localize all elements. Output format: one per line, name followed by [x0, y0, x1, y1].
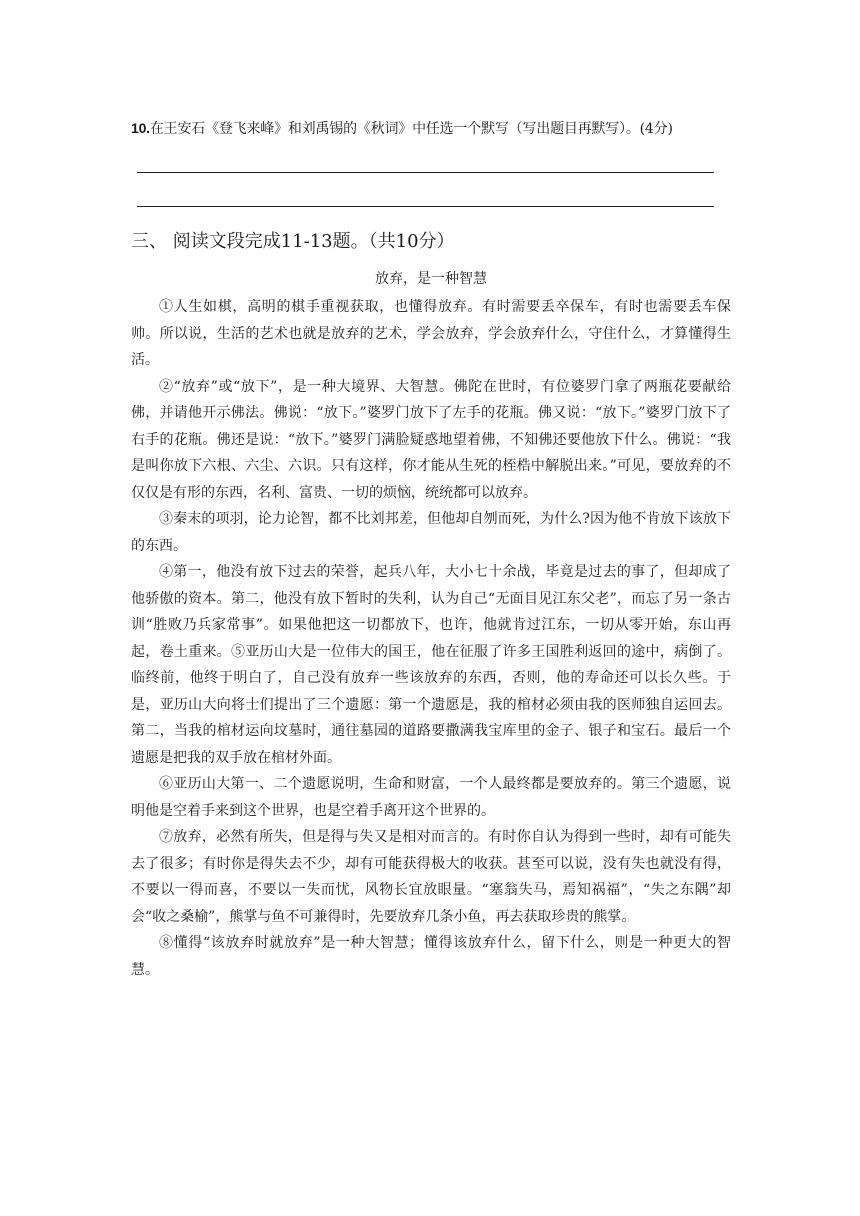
- paragraph-2: ②“放弃”或“放下”，是一种大境界、大智慧。佛陀在世时，有位婆罗门拿了两瓶花要献给佛，并请他开示佛法。佛说：“放下。”婆罗门放下了左手的花瓶。佛又说：“放下。”婆罗门放下了右手的花瓶。佛还是说：“放下。”婆罗门满脸疑惑地望着佛，不知佛还要他放下什么。佛说：“我是叫你放下六根、六尘、六识。只有这样，你才能从生死的桎梏中解脱出来。”可见，要放弃的不仅仅是有形的东西，名利、富贵、一切的烦恼，统统都可以放弃。: [131, 378, 731, 501]
- paragraph-1: ①人生如棋，高明的棋手重视获取，也懂得放弃。有时需要丢卒保车，有时也需要丢车保帅。所以说，生活的艺术也就是放弃的艺术，学会放弃，学会放弃什么，守住什么，才算懂得生活。: [131, 299, 731, 368]
- question-10: [131, 117, 751, 140]
- paragraph-8: ⑧懂得“该放弃时就放弃”是一种大智慧；懂得该放弃什么，留下什么，则是一种更大的智慧。: [131, 935, 731, 978]
- section-title: 三、 阅读文段完成11-13题。（共10分）: [131, 231, 455, 252]
- answer-line-1[interactable]: [137, 172, 714, 173]
- paragraph-7: ⑦放弃，必然有所失，但是得与失又是相对而言的。有时你自认为得到一些时，却有可能失去了很多；有时你是得失去不少，却有可能获得极大的收获。甚至可以说，没有失也就没有得，不要以一得而喜，不要以一失而忧，风物长宜放眼量。“塞翁失马，焉知祸福”，“失之东隅”却会“收之桑榆”，熊掌与鱼不可兼得时，先要放弃几条小鱼，再去获取珍贵的熊掌。: [131, 829, 731, 925]
- question-number: 10.: [131, 120, 150, 136]
- paragraph-3: ③秦末的项羽，论力论智，都不比刘邦差，但他却自刎而死，为什么?因为他不肯放下该放下的东西。: [131, 511, 731, 554]
- question-text: 在王安石《登飞来峰》和刘禹锡的《秋词》中任选一个默写（写出题目再默写）。(4分): [149, 121, 673, 137]
- article-body: [131, 294, 731, 983]
- answer-line-2[interactable]: [137, 206, 714, 207]
- article-title: 放弃，是一种智慧: [375, 271, 487, 287]
- paragraph-6: ⑥亚历山大第一、二个遗愿说明，生命和财富，一个人最终都是要放弃的。第三个遗愿，说明他是空着手来到这个世界，也是空着手离开这个世界的。: [131, 776, 731, 819]
- paragraph-4: ④第一，他没有放下过去的荣誉，起兵八年，大小七十余战，毕竟是过去的事了，但却成了他骄傲的资本。第二，他没有放下暂时的失利，认为自己“无面目见江东父老”，而忘了另一条古训“胜败乃兵家常事”。如果他把这一切都放下，也许，他就肯过江东，一切从零开始，东山再起，卷土重来。⑤亚历山大是一位伟大的国王，他在征服了许多王国胜利返回的途中，病倒了。临终前，他终于明白了，自己没有放弃一些该放弃的东西，否则，他的寿命还可以长久些。于是，亚历山大向将士们提出了三个遗愿：第一个遗愿是，我的棺材必须由我的医师独自运回去。第二，当我的棺材运向坟墓时，通往墓园的道路要撒满我宝库里的金子、银子和宝石。最后一个遗愿是把我的双手放在棺材外面。: [131, 564, 731, 766]
